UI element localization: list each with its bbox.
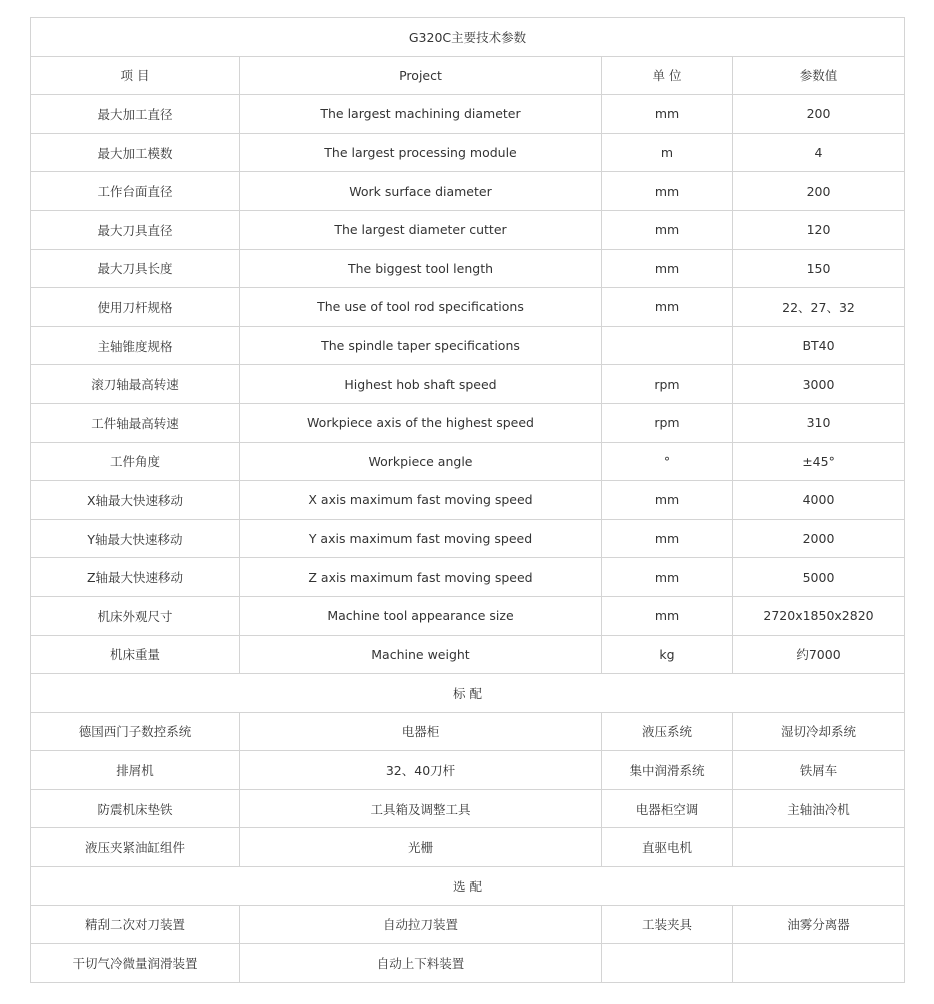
standard-row — [31, 751, 905, 790]
standard-item: 德国西门子数控系统 — [31, 712, 240, 751]
optional-item — [733, 944, 905, 983]
param-name-en: Y axis maximum fast moving speed — [240, 519, 602, 558]
optional-item: 工装夹具 — [602, 905, 733, 944]
param-value: 200 — [733, 95, 905, 134]
standard-item: 排屑机 — [31, 751, 240, 790]
standard-row — [31, 789, 905, 828]
param-name-en: Highest hob shaft speed — [240, 365, 602, 404]
param-unit: mm — [602, 558, 733, 597]
section-row — [31, 867, 905, 906]
param-unit: mm — [602, 210, 733, 249]
param-value: 2000 — [733, 519, 905, 558]
optional-row — [31, 944, 905, 983]
param-name-en: The largest diameter cutter — [240, 210, 602, 249]
param-value: 150 — [733, 249, 905, 288]
param-unit: rpm — [602, 365, 733, 404]
standard-item: 液压夹紧油缸组件 — [31, 828, 240, 867]
header-project: Project — [240, 56, 602, 95]
table-title: G320C主要技术参数 — [31, 18, 905, 57]
param-name-cn: 机床外观尺寸 — [31, 596, 240, 635]
param-row — [31, 403, 905, 442]
param-name-cn: 使用刀杆规格 — [31, 288, 240, 327]
param-value: 22、27、32 — [733, 288, 905, 327]
param-name-cn: 主轴锥度规格 — [31, 326, 240, 365]
param-row — [31, 365, 905, 404]
param-row — [31, 172, 905, 211]
standard-item: 32、40刀杆 — [240, 751, 602, 790]
param-unit: mm — [602, 288, 733, 327]
param-unit: mm — [602, 481, 733, 520]
optional-item: 精刮二次对刀装置 — [31, 905, 240, 944]
optional-heading: 选 配 — [31, 867, 905, 906]
param-value: 2720x1850x2820 — [733, 596, 905, 635]
header-item: 项 目 — [31, 56, 240, 95]
param-name-en: The largest machining diameter — [240, 95, 602, 134]
optional-item: 自动拉刀装置 — [240, 905, 602, 944]
standard-heading: 标 配 — [31, 674, 905, 713]
param-row — [31, 481, 905, 520]
param-unit: mm — [602, 95, 733, 134]
param-name-en: Machine weight — [240, 635, 602, 674]
standard-row — [31, 828, 905, 867]
title-row — [31, 18, 905, 57]
param-name-en: X axis maximum fast moving speed — [240, 481, 602, 520]
optional-item: 干切气冷微量润滑装置 — [31, 944, 240, 983]
param-unit — [602, 326, 733, 365]
spec-table — [30, 17, 905, 983]
param-unit: mm — [602, 172, 733, 211]
standard-row — [31, 712, 905, 751]
param-name-en: The spindle taper specifications — [240, 326, 602, 365]
standard-item: 直驱电机 — [602, 828, 733, 867]
param-value: 4000 — [733, 481, 905, 520]
param-row — [31, 558, 905, 597]
param-unit: mm — [602, 519, 733, 558]
standard-item: 防震机床垫铁 — [31, 789, 240, 828]
param-name-cn: 机床重量 — [31, 635, 240, 674]
optional-item: 自动上下料装置 — [240, 944, 602, 983]
optional-item — [602, 944, 733, 983]
param-value: 约7000 — [733, 635, 905, 674]
standard-item: 工具箱及调整工具 — [240, 789, 602, 828]
param-row — [31, 326, 905, 365]
param-row — [31, 95, 905, 134]
param-row — [31, 635, 905, 674]
standard-item: 光栅 — [240, 828, 602, 867]
param-value: 5000 — [733, 558, 905, 597]
param-row — [31, 249, 905, 288]
param-name-en: Workpiece angle — [240, 442, 602, 481]
spec-table-container — [30, 17, 904, 983]
param-name-en: Work surface diameter — [240, 172, 602, 211]
header-row — [31, 56, 905, 95]
standard-item: 电器柜空调 — [602, 789, 733, 828]
param-name-cn: 最大加工模数 — [31, 133, 240, 172]
param-row — [31, 596, 905, 635]
param-name-en: The use of tool rod specifications — [240, 288, 602, 327]
header-unit: 单 位 — [602, 56, 733, 95]
param-name-cn: Z轴最大快速移动 — [31, 558, 240, 597]
param-unit: m — [602, 133, 733, 172]
param-value: 310 — [733, 403, 905, 442]
param-row — [31, 288, 905, 327]
standard-item: 液压系统 — [602, 712, 733, 751]
standard-item: 电器柜 — [240, 712, 602, 751]
param-name-en: Machine tool appearance size — [240, 596, 602, 635]
param-value: ±45° — [733, 442, 905, 481]
param-name-cn: 工作台面直径 — [31, 172, 240, 211]
param-value: 3000 — [733, 365, 905, 404]
optional-item: 油雾分离器 — [733, 905, 905, 944]
standard-item: 湿切冷却系统 — [733, 712, 905, 751]
param-row — [31, 442, 905, 481]
standard-item — [733, 828, 905, 867]
header-value: 参数值 — [733, 56, 905, 95]
param-name-en: The biggest tool length — [240, 249, 602, 288]
param-unit: rpm — [602, 403, 733, 442]
param-name-cn: X轴最大快速移动 — [31, 481, 240, 520]
param-name-cn: 最大刀具直径 — [31, 210, 240, 249]
param-name-en: Workpiece axis of the highest speed — [240, 403, 602, 442]
optional-row — [31, 905, 905, 944]
section-row — [31, 674, 905, 713]
param-name-cn: 工件轴最高转速 — [31, 403, 240, 442]
standard-item: 主轴油冷机 — [733, 789, 905, 828]
param-row — [31, 133, 905, 172]
standard-item: 集中润滑系统 — [602, 751, 733, 790]
standard-item: 铁屑车 — [733, 751, 905, 790]
param-name-cn: 工件角度 — [31, 442, 240, 481]
param-name-cn: 最大加工直径 — [31, 95, 240, 134]
param-value: 120 — [733, 210, 905, 249]
param-value: BT40 — [733, 326, 905, 365]
param-unit: mm — [602, 249, 733, 288]
param-unit: mm — [602, 596, 733, 635]
param-name-cn: 最大刀具长度 — [31, 249, 240, 288]
param-unit: ° — [602, 442, 733, 481]
param-unit: kg — [602, 635, 733, 674]
param-row — [31, 519, 905, 558]
param-value: 200 — [733, 172, 905, 211]
param-name-en: The largest processing module — [240, 133, 602, 172]
param-name-cn: Y轴最大快速移动 — [31, 519, 240, 558]
param-row — [31, 210, 905, 249]
param-name-en: Z axis maximum fast moving speed — [240, 558, 602, 597]
param-name-cn: 滚刀轴最高转速 — [31, 365, 240, 404]
param-value: 4 — [733, 133, 905, 172]
